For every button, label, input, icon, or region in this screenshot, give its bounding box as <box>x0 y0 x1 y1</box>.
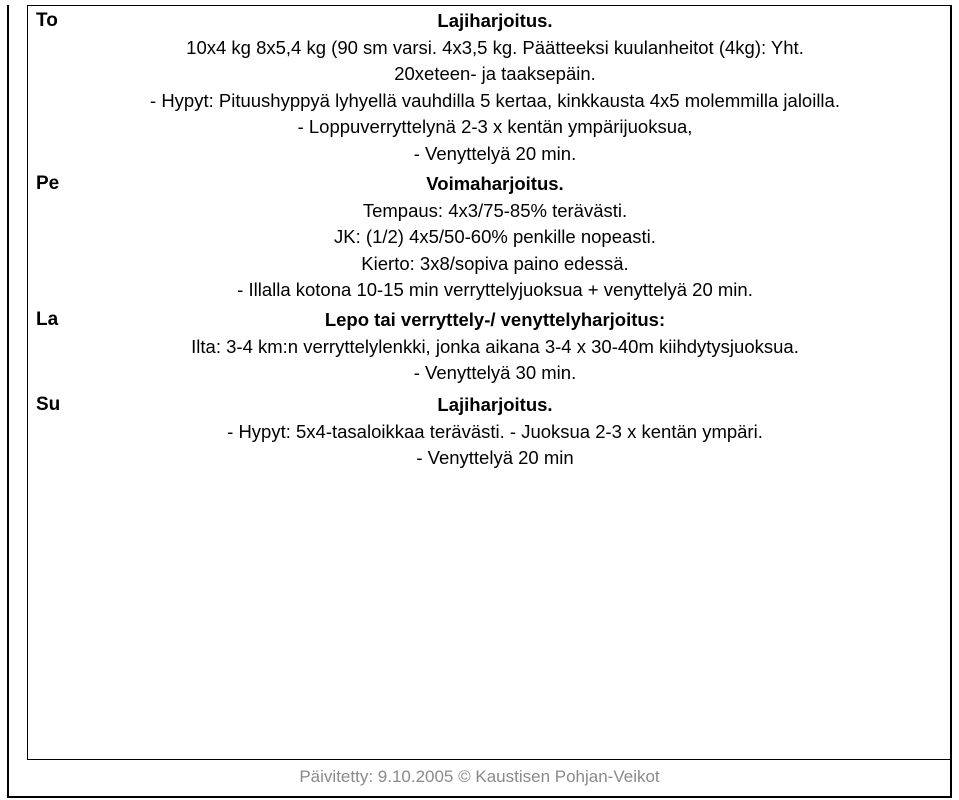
day-label-la: La <box>36 309 59 330</box>
section-line: 10x4 kg 8x5,4 kg (90 sm varsi. 4x3,5 kg. Päätteeksi kuulanheitot (4kg): Yht. <box>186 36 804 58</box>
section-line: Tempaus: 4x3/75-85% terävästi. <box>362 199 628 221</box>
section-line: - Venyttelyä 20 min. <box>413 142 577 164</box>
day-label-pe: Pe <box>36 173 60 194</box>
section-title-to: Lajiharjoitus. <box>437 10 553 31</box>
section-line: Kierto: 3x8/sopiva paino edessä. <box>361 252 629 274</box>
section-pe <box>40 171 950 304</box>
section-to <box>40 8 950 167</box>
footer-updated: Päivitetty: 9.10.2005 © Kaustisen Pohjan-Veikot <box>299 767 660 786</box>
section-line: - Illalla kotona 10-15 min verryttelyjuoksua + venyttelyä 20 min. <box>237 279 753 300</box>
section-line: - Venyttelyä 30 min. <box>413 362 577 383</box>
section-line: Ilta: 3-4 km:n verryttelylenkki, jonka aikana 3-4 x 30-40m kiihdytysjuoksua. <box>191 335 799 357</box>
section-line: 20xeteen- ja taaksepäin. <box>394 63 596 84</box>
section-title-la: Lepo tai verryttely-/ venyttelyharjoitus: <box>324 309 666 330</box>
day-label-su: Su <box>36 394 61 415</box>
section-title-pe: Voimaharjoitus. <box>426 173 564 194</box>
section-line: - Hypyt: 5x4-tasaloikkaa terävästi. - Juoksua 2-3 x kentän ympäri. <box>227 420 763 442</box>
section-line: - Loppuverryttelynä 2-3 x kentän ympärijuoksua, <box>297 116 693 137</box>
section-su <box>40 392 950 472</box>
section-title-su: Lajiharjoitus. <box>437 394 553 415</box>
section-line: - Venyttelyä 20 min <box>416 447 574 468</box>
section-la <box>40 307 950 387</box>
section-line: - Hypyt: Pituushyppyä lyhyellä vauhdilla 5 kertaa, kinkkausta 4x5 molemmilla jaloilla. <box>150 89 840 111</box>
section-line: JK: (1/2) 4x5/50-60% penkille nopeasti. <box>334 226 656 247</box>
day-label-to: To <box>36 10 58 31</box>
